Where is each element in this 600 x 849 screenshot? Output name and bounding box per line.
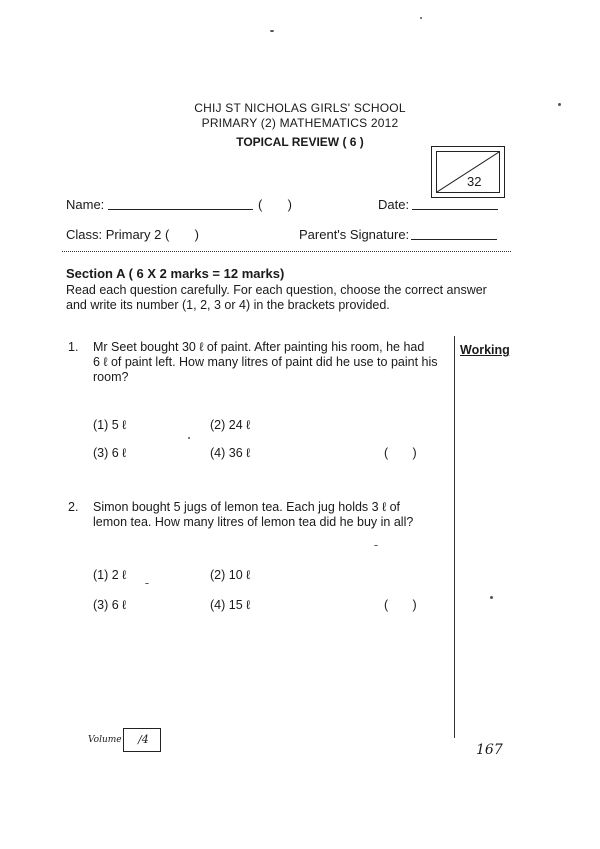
scan-speck (188, 437, 190, 439)
date-label: Date: (378, 197, 410, 212)
question-number: 1. (68, 340, 79, 354)
date-field[interactable] (412, 199, 498, 210)
total-marks: 32 (467, 174, 482, 189)
volume-box (123, 728, 161, 752)
option: (4) 36 ℓ (210, 446, 251, 460)
working-divider (454, 336, 455, 738)
name-label: Name: (66, 197, 105, 212)
scan-speck (270, 30, 274, 32)
option: (2) 24 ℓ (210, 418, 251, 432)
scan-speck (558, 103, 561, 106)
question-line: lemon tea. How many litres of lemon tea did he buy in all? (93, 515, 414, 529)
question-line: room? (93, 370, 129, 384)
register-number-brackets: ( ) (258, 197, 292, 212)
option: (1) 5 ℓ (93, 418, 127, 432)
parent-signature-field[interactable] (411, 229, 497, 240)
section-instruction-line-2: and write its number (1, 2, 3 or 4) in the brackets provided. (66, 298, 390, 312)
option: (3) 6 ℓ (93, 598, 127, 612)
question-line: 6 ℓ of paint left. How many litres of paint did he use to paint his (93, 355, 438, 369)
scan-speck (145, 583, 149, 584)
option: (2) 10 ℓ (210, 568, 251, 582)
section-title: Section A ( 6 X 2 marks = 12 marks) (66, 266, 285, 281)
working-label: Working (460, 343, 510, 357)
score-box (431, 146, 505, 198)
class-label: Class: Primary 2 ( ) (66, 227, 199, 242)
scan-speck (490, 596, 493, 599)
page-number: 167 (476, 742, 503, 758)
answer-bracket[interactable]: ( ) (384, 598, 417, 612)
subject-title: PRIMARY (2) MATHEMATICS 2012 (201, 116, 399, 130)
volume-value: /4 (138, 733, 149, 746)
parent-signature-label: Parent's Signature: (299, 227, 410, 242)
volume-label: Volume (88, 735, 122, 745)
school-name: CHIJ ST NICHOLAS GIRLS' SCHOOL (194, 101, 406, 115)
question-line: Mr Seet bought 30 ℓ of paint. After painting his room, he had (93, 340, 425, 354)
scan-speck (374, 545, 378, 546)
section-instruction-line-1: Read each question carefully. For each question, choose the correct answer (66, 283, 487, 297)
question-line: Simon bought 5 jugs of lemon tea. Each jug holds 3 ℓ of (93, 500, 401, 514)
review-title: TOPICAL REVIEW ( 6 ) (236, 135, 364, 149)
option: (3) 6 ℓ (93, 446, 127, 460)
option: (1) 2 ℓ (93, 568, 127, 582)
name-field[interactable] (108, 199, 253, 210)
question-number: 2. (68, 500, 79, 514)
scan-speck (420, 17, 422, 19)
option: (4) 15 ℓ (210, 598, 251, 612)
answer-bracket[interactable]: ( ) (384, 446, 417, 460)
dotted-separator (62, 251, 511, 252)
